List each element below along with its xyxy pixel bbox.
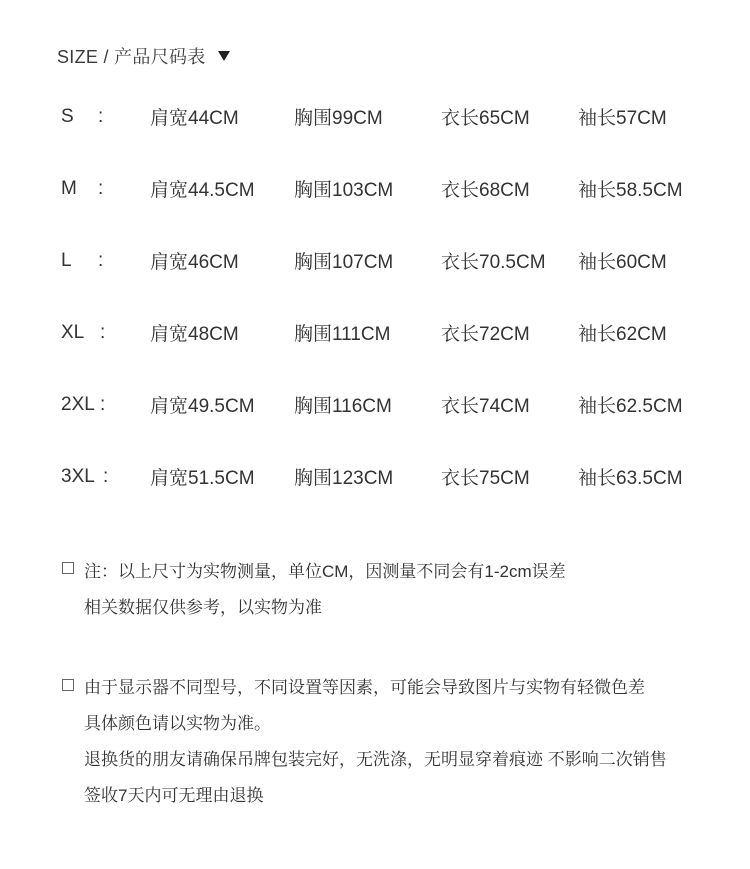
triangle-down-icon (218, 51, 230, 61)
chest-width: 胸围103CM (294, 180, 394, 201)
garment-length: 衣长75CM (441, 468, 530, 489)
note-line: 具体颜色请以实物为准。 (84, 714, 271, 733)
shoulder-width: 肩宽46CM (150, 252, 239, 273)
size-row (0, 463, 750, 493)
chest-width: 胸围107CM (294, 252, 394, 273)
size-colon: : (100, 394, 106, 415)
chest-width: 胸围111CM (294, 324, 391, 345)
shoulder-width: 肩宽44.5CM (150, 180, 255, 201)
size-label: 2XL (61, 394, 95, 415)
size-colon: : (98, 106, 104, 127)
size-row (0, 319, 750, 349)
shoulder-width: 肩宽48CM (150, 324, 239, 345)
chest-width: 胸围99CM (294, 108, 383, 129)
size-label: M (61, 178, 77, 199)
checkbox-square-icon (62, 562, 74, 574)
garment-length: 衣长68CM (441, 180, 530, 201)
note-line: 退换货的朋友请确保吊牌包装完好，无洗涤，无明显穿着痕迹 不影响二次销售 (84, 750, 667, 769)
shoulder-width: 肩宽44CM (150, 108, 239, 129)
sleeve-length: 袖长60CM (578, 252, 667, 273)
checkbox-square-icon (62, 679, 74, 691)
size-colon: : (98, 178, 104, 199)
sleeve-length: 袖长63.5CM (578, 468, 683, 489)
note-line: 由于显示器不同型号，不同设置等因素，可能会导致图片与实物有轻微色差 (84, 678, 645, 697)
chest-width: 胸围116CM (294, 396, 392, 417)
garment-length: 衣长70.5CM (441, 252, 546, 273)
size-row (0, 391, 750, 421)
size-row (0, 103, 750, 133)
size-colon: : (100, 322, 106, 343)
size-label: 3XL (61, 466, 95, 487)
size-label: XL (61, 322, 85, 343)
size-chart-header (57, 43, 230, 69)
shoulder-width: 肩宽51.5CM (150, 468, 255, 489)
note-line: 相关数据仅供参考，以实物为准 (84, 598, 322, 617)
shoulder-width: 肩宽49.5CM (150, 396, 255, 417)
sleeve-length: 袖长62.5CM (578, 396, 683, 417)
size-colon: : (98, 250, 104, 271)
size-row (0, 247, 750, 277)
garment-length: 衣长74CM (441, 396, 530, 417)
note-line: 注：以上尺寸为实物测量，单位CM，因测量不同会有1-2cm误差 (84, 562, 566, 581)
sleeve-length: 袖长58.5CM (578, 180, 683, 201)
sleeve-length: 袖长62CM (578, 324, 667, 345)
size-label: S (61, 106, 74, 127)
sleeve-length: 袖长57CM (578, 108, 667, 129)
garment-length: 衣长72CM (441, 324, 530, 345)
size-row (0, 175, 750, 205)
size-label: L (61, 250, 72, 271)
garment-length: 衣长65CM (441, 108, 530, 129)
chest-width: 胸围123CM (294, 468, 394, 489)
size-chart-title: SIZE / 产品尺码表 (57, 47, 206, 67)
note-line: 签收7天内可无理由退换 (84, 786, 264, 805)
size-colon: : (103, 466, 109, 487)
